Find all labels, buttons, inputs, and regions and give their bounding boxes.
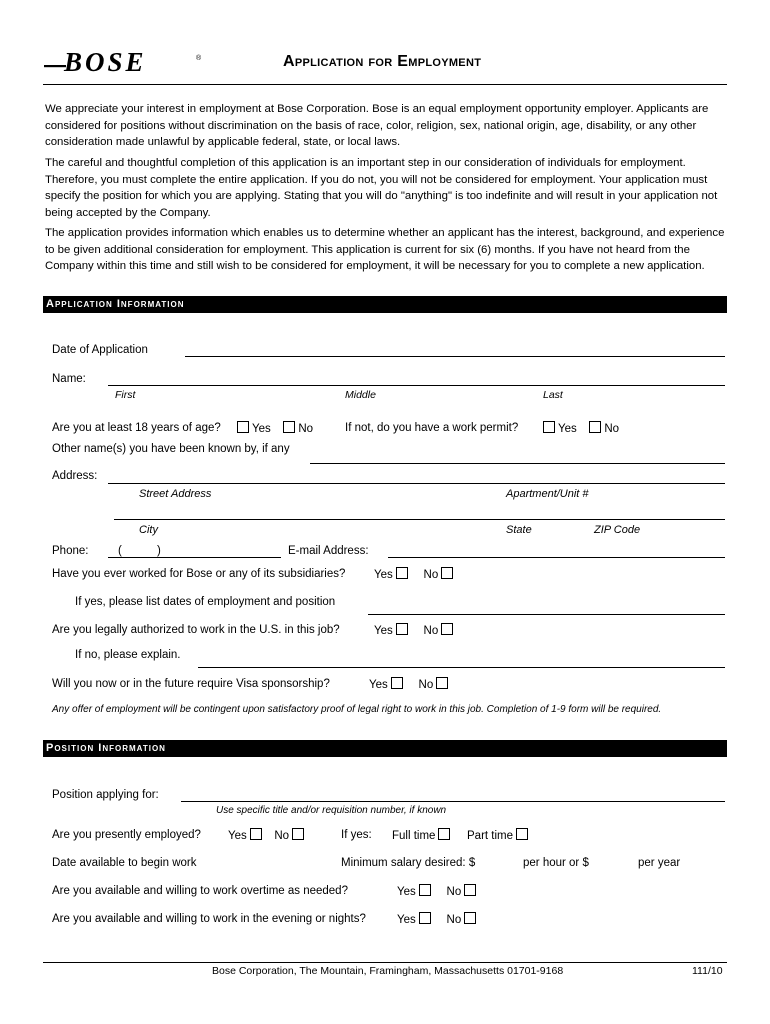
intro-paragraph-2: The careful and thoughtful completion of this application is an important step in our consideration of individuals for employment. Therefore, you must complete the entire application. If you do not, you will not be considered for employment. Your application must specify the position for which you are applying. Stating that you will do "anything" is too indefinite and will result in your application not being accepted by the Company. — [45, 157, 718, 219]
date-of-application-field[interactable] — [185, 356, 725, 357]
visa-question: Will you now or in the future require Visa sponsorship? — [52, 678, 330, 690]
logo-wordmark: BOSE — [64, 48, 147, 77]
per-year-label: per year — [638, 857, 681, 869]
age-yes-checkbox[interactable] — [237, 421, 249, 433]
header-rule — [43, 84, 727, 85]
date-of-application-label: Date of Application — [52, 344, 148, 356]
visa-no-checkbox[interactable] — [436, 677, 448, 689]
worked-yes-checkbox[interactable] — [396, 567, 408, 579]
overtime-question: Are you available and willing to work overtime as needed? — [52, 885, 348, 897]
overtime-yes-checkbox[interactable] — [419, 884, 431, 896]
evening-no-checkbox[interactable] — [464, 912, 476, 924]
apartment-caption: Apartment/Unit # — [506, 488, 589, 500]
evening-yes-checkbox[interactable] — [419, 912, 431, 924]
worked-for-bose-question: Have you ever worked for Bose or any of its subsidiaries? — [52, 568, 346, 580]
intro-paragraph-3: The application provides information which enables us to determine whether an applicant has the interest, background, and experience to be given additional consideration for employment. This application is current for six (6) months. If you have not heard from the Company within this time and still wish to be considered for employment, it will be necessary for you to complete a new application. — [45, 227, 725, 272]
worked-followup-label: If yes, please list dates of employment and position — [75, 596, 336, 608]
footer-address: Bose Corporation, The Mountain, Framingham, Massachusetts 01701-9168 — [212, 965, 564, 977]
overtime-options: Yes No — [397, 884, 479, 900]
zip-caption: ZIP Code — [594, 524, 641, 536]
part-time-checkbox[interactable] — [516, 828, 528, 840]
address-label: Address: — [52, 470, 98, 482]
legal-disclaimer: Any offer of employment will be contingent upon satisfactory proof of legal right to work in this job. Completion of 1-9 form will be required. — [52, 704, 662, 715]
name-first-caption: First — [115, 389, 136, 401]
date-available-label: Date available to begin work — [52, 857, 197, 869]
phone-label: Phone: — [52, 545, 89, 557]
visa-options: Yes No — [369, 677, 451, 693]
authorized-followup-label: If no, please explain. — [75, 649, 181, 661]
authorized-options: Yes No — [374, 623, 456, 639]
section-header-position: Position Information — [43, 740, 727, 757]
salary-label: Minimum salary desired: $ — [341, 857, 476, 869]
full-time-checkbox[interactable] — [438, 828, 450, 840]
worked-options: Yes No — [374, 567, 456, 583]
employed-yes-checkbox[interactable] — [250, 828, 262, 840]
if-yes-label: If yes: — [341, 829, 372, 841]
name-middle-caption: Middle — [345, 389, 376, 401]
permit-no-checkbox[interactable] — [589, 421, 601, 433]
age-question: Are you at least 18 years of age? — [52, 422, 221, 434]
street-address-caption: Street Address — [139, 488, 212, 500]
position-hint: Use specific title and/or requisition number, if known — [216, 805, 447, 816]
email-label: E-mail Address: — [288, 545, 369, 557]
name-label: Name: — [52, 373, 86, 385]
phone-area-open: ( — [118, 545, 122, 557]
name-field[interactable] — [108, 385, 725, 386]
authorized-explain-field[interactable] — [198, 667, 725, 668]
footer-rule — [43, 962, 727, 963]
visa-yes-checkbox[interactable] — [391, 677, 403, 689]
permit-options: Yes No — [540, 421, 619, 437]
name-last-caption: Last — [543, 389, 563, 401]
phone-field[interactable] — [108, 557, 281, 558]
employed-options: Yes No — [228, 828, 307, 844]
permit-yes-checkbox[interactable] — [543, 421, 555, 433]
other-names-label: Other name(s) you have been known by, if any — [52, 443, 290, 455]
intro-paragraph-1: We appreciate your interest in employment at Bose Corporation. Bose is an equal employment opportunity employer. Applicants are considered for positions without discrimination on the basis of race, color, religion, sex, national origin, age, disability, or any other consideration made unlawful by applicable federal, state, or local laws. — [45, 103, 709, 148]
age-no-checkbox[interactable] — [283, 421, 295, 433]
city-caption: City — [139, 524, 158, 536]
address-line-2-field[interactable] — [114, 519, 725, 520]
section-header-application: Application Information — [43, 296, 727, 313]
state-caption: State — [506, 524, 532, 536]
per-hour-label: per hour or $ — [523, 857, 589, 869]
evening-question: Are you available and willing to work in the evening or nights? — [52, 913, 366, 925]
footer-form-id: 111/10 — [692, 965, 723, 977]
employed-question: Are you presently employed? — [52, 829, 201, 841]
authorized-yes-checkbox[interactable] — [396, 623, 408, 635]
employed-no-checkbox[interactable] — [292, 828, 304, 840]
bose-logo — [44, 48, 204, 78]
address-line-1-field[interactable] — [108, 483, 725, 484]
evening-options: Yes No — [397, 912, 479, 928]
page-title: Application for Employment — [283, 53, 482, 70]
email-field[interactable] — [388, 557, 725, 558]
overtime-no-checkbox[interactable] — [464, 884, 476, 896]
position-label: Position applying for: — [52, 789, 159, 801]
registered-mark: ® — [196, 55, 202, 62]
phone-area-close: ) — [157, 545, 161, 557]
work-permit-question: If not, do you have a work permit? — [345, 422, 519, 434]
authorized-question: Are you legally authorized to work in the U.S. in this job? — [52, 624, 340, 636]
worked-dates-field[interactable] — [368, 614, 725, 615]
part-time-option: Part time — [467, 828, 531, 844]
position-field[interactable] — [181, 801, 725, 802]
age-options: Yes No — [234, 421, 313, 437]
authorized-no-checkbox[interactable] — [441, 623, 453, 635]
other-names-field[interactable] — [310, 463, 725, 464]
full-time-option: Full time — [392, 828, 453, 844]
worked-no-checkbox[interactable] — [441, 567, 453, 579]
